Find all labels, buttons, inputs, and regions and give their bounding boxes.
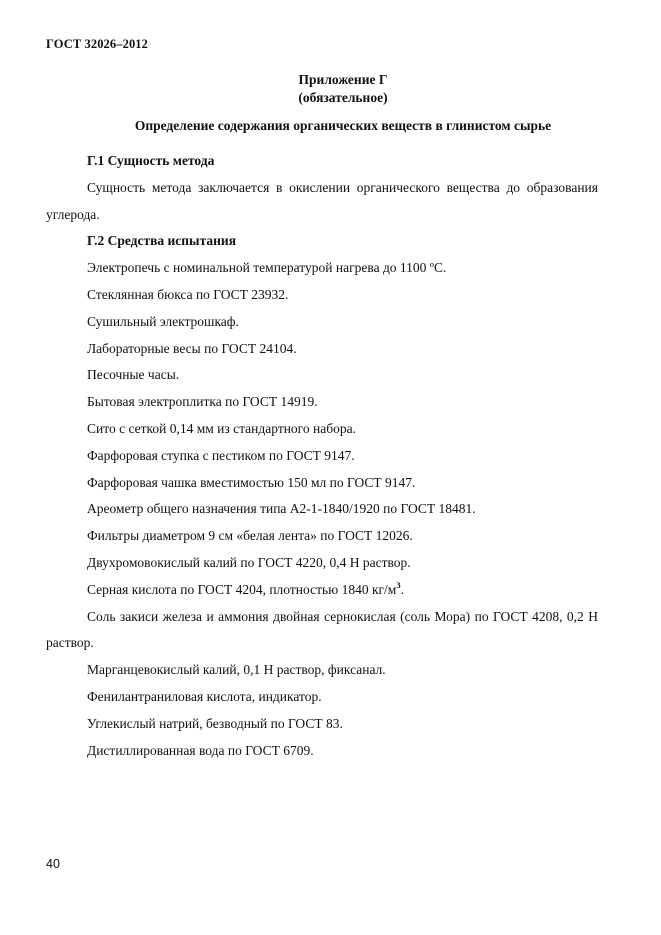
equipment-item: Сушильный электрошкаф. (87, 313, 239, 329)
section-1-text: Сущность метода заключается в окислении органического вещества до образования углерода. (46, 179, 598, 222)
mohr-salt-item: Соль закиси железа и аммония двойная сернокислая (соль Мора) по ГОСТ 4208, 0,2 Н раствор. (46, 608, 598, 651)
appendix-heading: Определение содержания органических веществ в глинистом сырье (134, 118, 552, 133)
reagent-item: Марганцевокислый калий, 0,1 Н раствор, фиксанал. (87, 662, 386, 678)
superscript-exponent: 3 (396, 579, 401, 590)
section-1-title: Г.1 Сущность метода (87, 153, 215, 168)
page-number: 40 (46, 857, 60, 871)
document-body (46, 148, 598, 764)
reagent-item: Дистиллированная вода по ГОСТ 6709. (87, 742, 314, 758)
equipment-item: Ареометр общего назначения типа А2-1-1840/1920 по ГОСТ 18481. (87, 501, 476, 517)
section-2-title: Г.2 Средства испытания (87, 233, 237, 249)
equipment-item: Двухромовокислый калий по ГОСТ 4220, 0,4 Н раствор. (87, 554, 411, 570)
equipment-item: Фарфоровая ступка с пестиком по ГОСТ 9147. (87, 447, 355, 463)
equipment-item: Песочные часы. (87, 367, 180, 383)
sulfuric-acid-text: Серная кислота по ГОСТ 4204, плотностью 1840 кг/м (87, 581, 397, 597)
equipment-item: Сито с сеткой 0,14 мм из стандартного набора. (87, 420, 356, 436)
equipment-item: Стеклянная бюкса по ГОСТ 23932. (87, 286, 289, 302)
appendix-title: Приложение Г (298, 72, 388, 87)
sulfuric-acid-end: . (400, 581, 404, 597)
equipment-item: Бытовая электроплитка по ГОСТ 14919. (87, 394, 318, 410)
appendix-status: (обязательное) (298, 90, 388, 105)
reagent-item: Углекислый натрий, безводный по ГОСТ 83. (87, 715, 343, 731)
sulfuric-acid-item (46, 577, 598, 604)
reagent-item: Фенилантраниловая кислота, индикатор. (87, 688, 322, 704)
equipment-item: Лабораторные весы по ГОСТ 24104. (87, 340, 297, 356)
equipment-item: Фильтры диаметром 9 см «белая лента» по ГОСТ 12026. (87, 528, 413, 544)
equipment-item: Электропечь с номинальной температурой нагрева до 1100 ºС. (87, 260, 447, 276)
equipment-item: Фарфоровая чашка вместимостью 150 мл по ГОСТ 9147. (87, 474, 416, 490)
document-code: ГОСТ 32026–2012 (46, 37, 149, 51)
